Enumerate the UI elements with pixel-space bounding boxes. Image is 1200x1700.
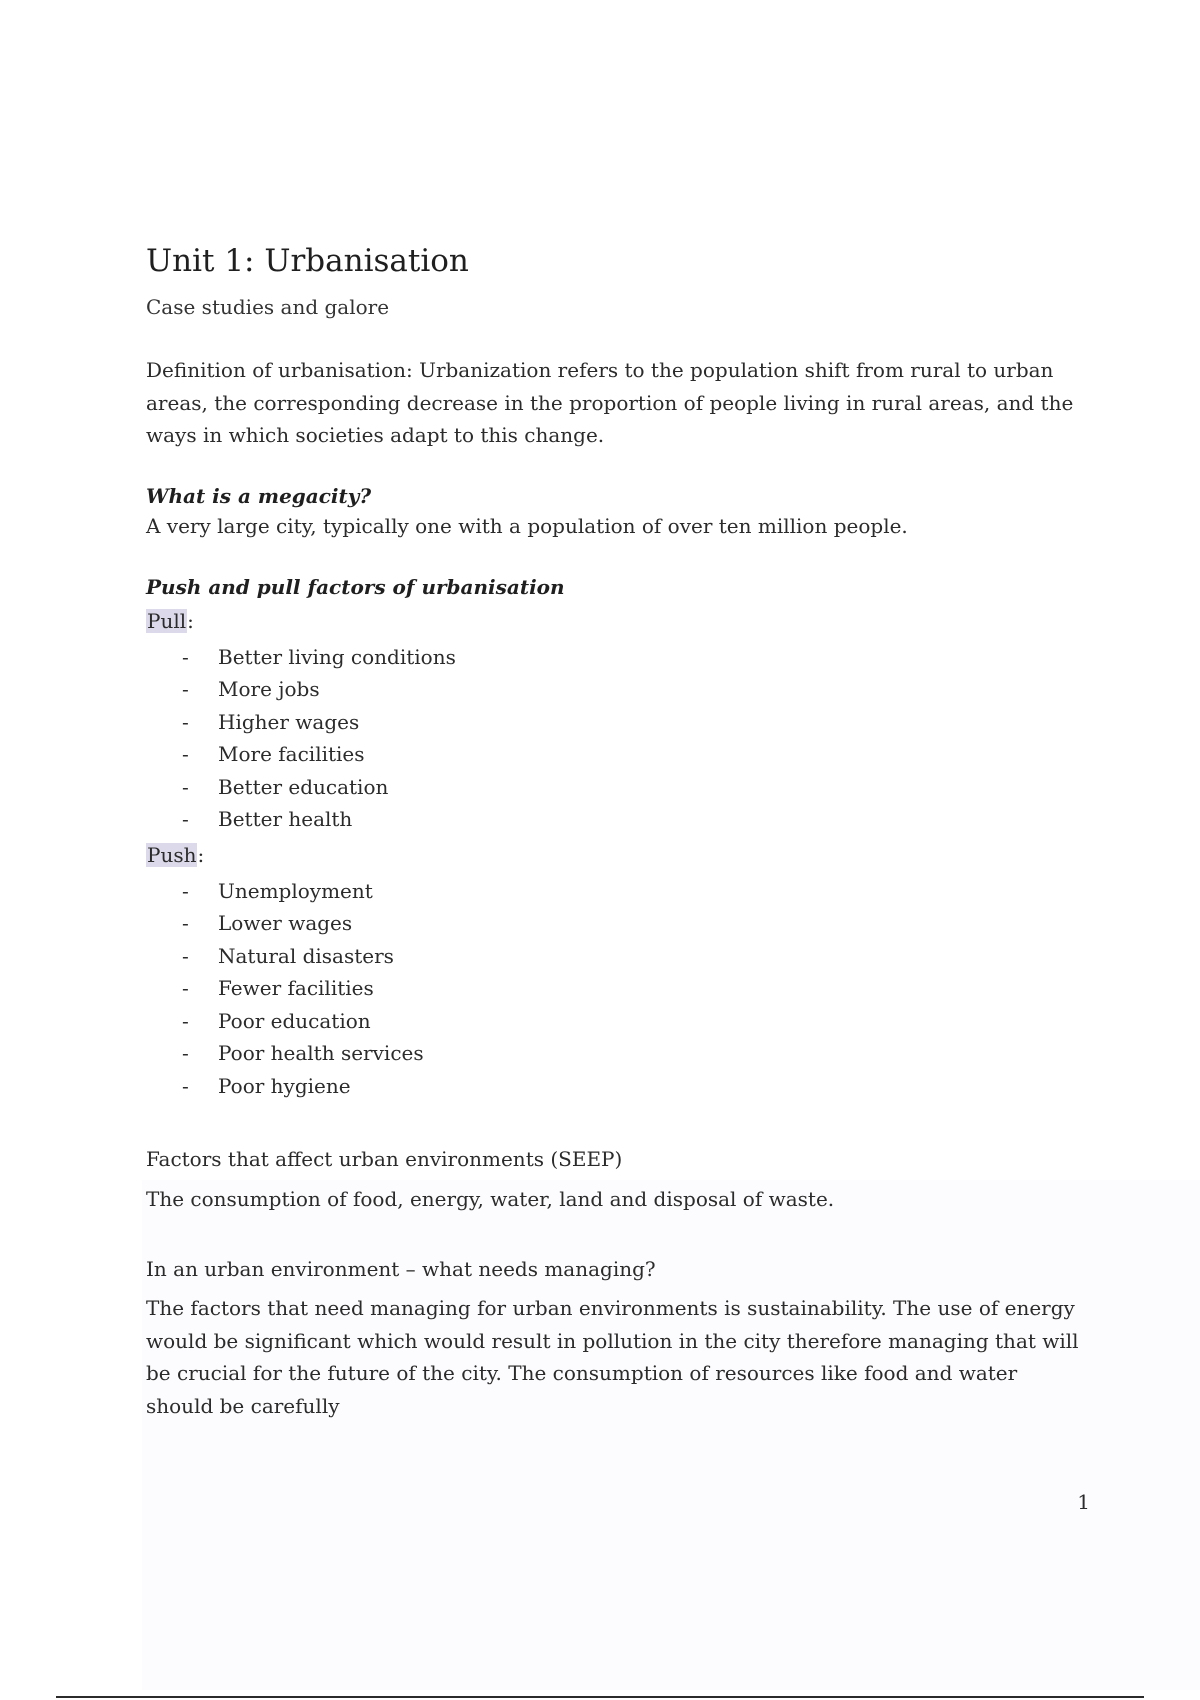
page-number: 1 <box>1077 1490 1090 1514</box>
document-body <box>146 238 1086 1422</box>
list-item: - Lower wages <box>146 907 1086 940</box>
push-pull-heading: Push and pull factors of urbanisation <box>146 574 565 599</box>
list-item: - Better education <box>146 771 1086 804</box>
page-divider <box>56 1696 1144 1698</box>
pull-colon: : <box>187 608 194 633</box>
list-item: - Poor education <box>146 1005 1086 1038</box>
list-item: - Poor hygiene <box>146 1070 1086 1103</box>
list-item: - Natural disasters <box>146 940 1086 973</box>
seep-heading: Factors that affect urban environments (SEEP) <box>146 1147 623 1171</box>
pull-label-line <box>146 606 1086 636</box>
list-item: - Poor health services <box>146 1037 1086 1070</box>
push-label: Push <box>147 842 197 867</box>
page-subtitle: Case studies and galore <box>146 295 390 319</box>
list-item: - Unemployment <box>146 875 1086 908</box>
list-item: - Fewer facilities <box>146 972 1086 1005</box>
list-item: - Better health <box>146 803 1086 836</box>
page-title: Unit 1: Urbanisation <box>146 243 469 279</box>
megacity-question: What is a megacity? <box>146 483 372 508</box>
list-item: - Better living conditions <box>146 641 1086 674</box>
pull-label: Pull <box>147 608 187 633</box>
push-colon: : <box>197 842 205 867</box>
managing-heading: In an urban environment – what needs managing? <box>146 1257 656 1281</box>
managing-text: The factors that need managing for urban environments is sustainability. The use of energy would be significant which would result in pollution in the city therefore managing that will be crucial for the future of the city. The consumption of resources like food and water should be carefully <box>146 1296 1079 1418</box>
list-item: - More facilities <box>146 738 1086 771</box>
seep-text: The consumption of food, energy, water, land and disposal of waste. <box>146 1187 835 1211</box>
list-item: - More jobs <box>146 673 1086 706</box>
megacity-answer: A very large city, typically one with a population of over ten million people. <box>146 513 908 538</box>
pull-list <box>146 641 1086 836</box>
list-item: - Higher wages <box>146 706 1086 739</box>
definition-paragraph: Definition of urbanisation: Urbanization refers to the population shift from rural to urban areas, the corresponding decrease in the proportion of people living in rural areas, and the ways in which societies adapt to this change. <box>146 358 1074 447</box>
push-list <box>146 875 1086 1103</box>
push-label-line <box>146 840 1086 870</box>
